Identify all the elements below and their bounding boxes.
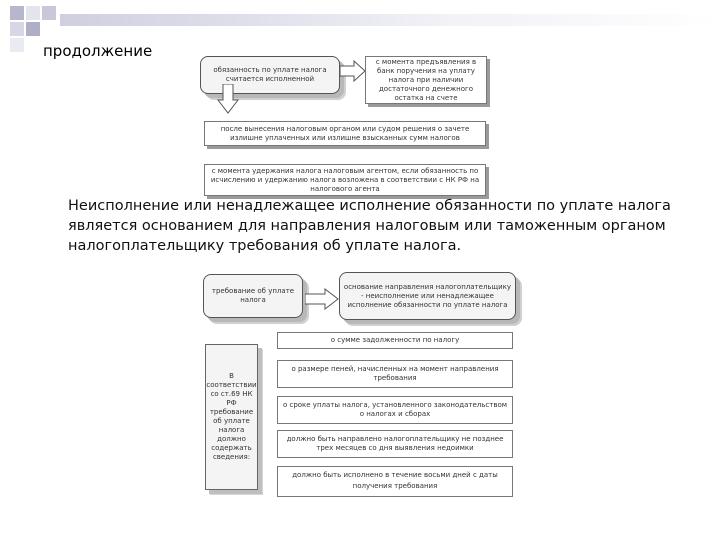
requirement-item: о сроке уплаты налога, установленного законодательством о налогах и сборах	[277, 396, 513, 424]
arrow-down-icon	[217, 84, 239, 114]
article-requirements-box: В соответствии со ст.69 НК РФ требование об уплате налога должно содержать сведения:	[205, 344, 258, 490]
decor-square-4	[10, 22, 24, 36]
grounds-box: основание направления налогоплательщику - неисполнение или ненадлежащее исполнение обязанности по уплате налога	[339, 272, 516, 320]
decor-square-5	[26, 22, 40, 36]
decor-square-1	[10, 6, 24, 20]
arrow-right-icon	[305, 288, 339, 310]
condition-bank-box: с момента предъявления в банк поручения на уплату налога при наличии достаточного денежного остатка на счете	[365, 56, 487, 104]
decor-square-6	[10, 38, 24, 52]
condition-agent-box: с момента удержания налога налоговым агентом, если обязанность по исчислению и удержанию налога возложена в соответствии с НК РФ на налогового агента	[204, 164, 486, 196]
requirement-item: о сумме задолженности по налогу	[277, 332, 513, 349]
arrow-right-icon	[340, 60, 366, 82]
continuation-label: продолжение	[43, 42, 153, 60]
decor-square-2	[26, 6, 40, 20]
requirement-item: должно быть направлено налогоплательщику не позднее трех месяцев со дня выявления недоимки	[277, 430, 513, 458]
requirement-item: о размере пеней, начисленных на момент направления требования	[277, 360, 513, 388]
demand-box: требование об уплате налога	[203, 274, 303, 318]
obligation-box: обязанность по уплате налога считается исполненной	[200, 56, 340, 94]
condition-offset-box: после вынесения налоговым органом или судом решения о зачете излишне уплаченных или излишне взысканных сумм налогов	[204, 121, 486, 146]
decor-square-3	[42, 6, 56, 20]
requirement-item: должно быть исполнено в течение восьми дней с даты получения требования	[277, 466, 513, 497]
header-gradient-strip	[60, 14, 720, 26]
main-statement: Неисполнение или ненадлежащее исполнение обязанности по уплате налога является основанием для направления налоговым или таможенным органом налогоплательщику требования об уплате налога.	[68, 198, 671, 254]
